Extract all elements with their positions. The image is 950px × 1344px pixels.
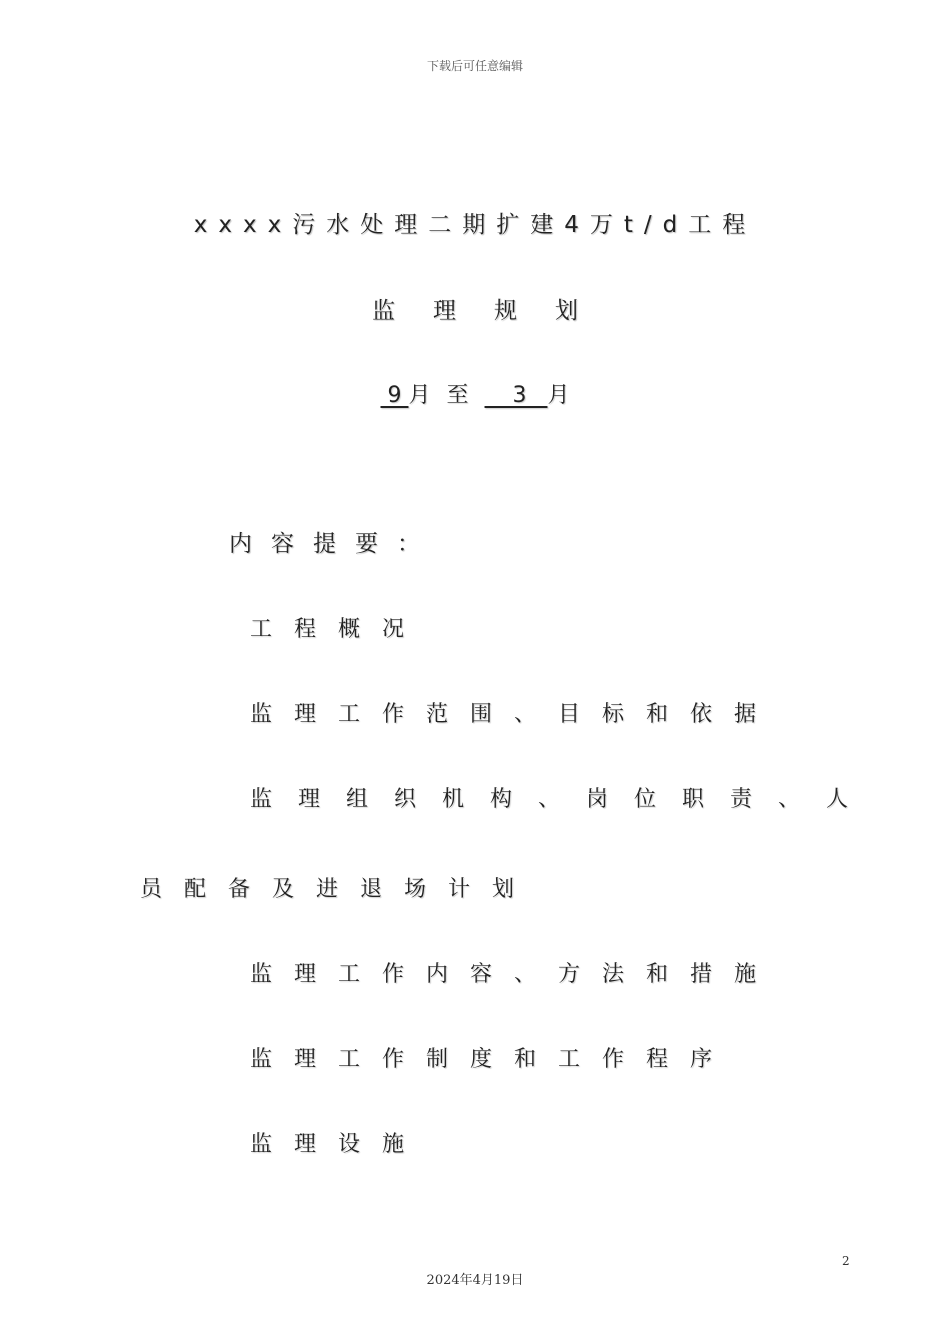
contents-item: 工程概况	[250, 617, 427, 642]
contents-item: 监理工作内容、方法和措施	[250, 962, 779, 987]
contents-item: 监理工作范围、目标和依据	[250, 702, 779, 727]
period-start-value: 9	[380, 383, 409, 408]
contents-item: 监理组织机构、岗位职责、人	[250, 787, 875, 812]
footer-date: 2024年4月19日	[426, 1273, 524, 1288]
period-separator: 至	[446, 383, 469, 408]
period-end-value: 3	[484, 383, 548, 408]
contents-item: 监理设施	[250, 1132, 427, 1157]
summary-label: 内容提要：	[229, 531, 439, 557]
document-subtitle: 监理规划	[372, 298, 616, 324]
contents-item-continuation: 员配备及进退场计划	[140, 877, 537, 902]
page-number: 2	[842, 1254, 850, 1268]
document-title: xxxx污水处理二期扩建4万t/d工程	[193, 212, 757, 238]
period-line	[0, 378, 950, 409]
period-start-unit: 月	[408, 383, 431, 408]
header-note: 下载后可任意编辑	[426, 59, 523, 73]
period-end-unit: 月	[547, 383, 570, 408]
contents-item: 监理工作制度和工作程序	[250, 1047, 735, 1072]
